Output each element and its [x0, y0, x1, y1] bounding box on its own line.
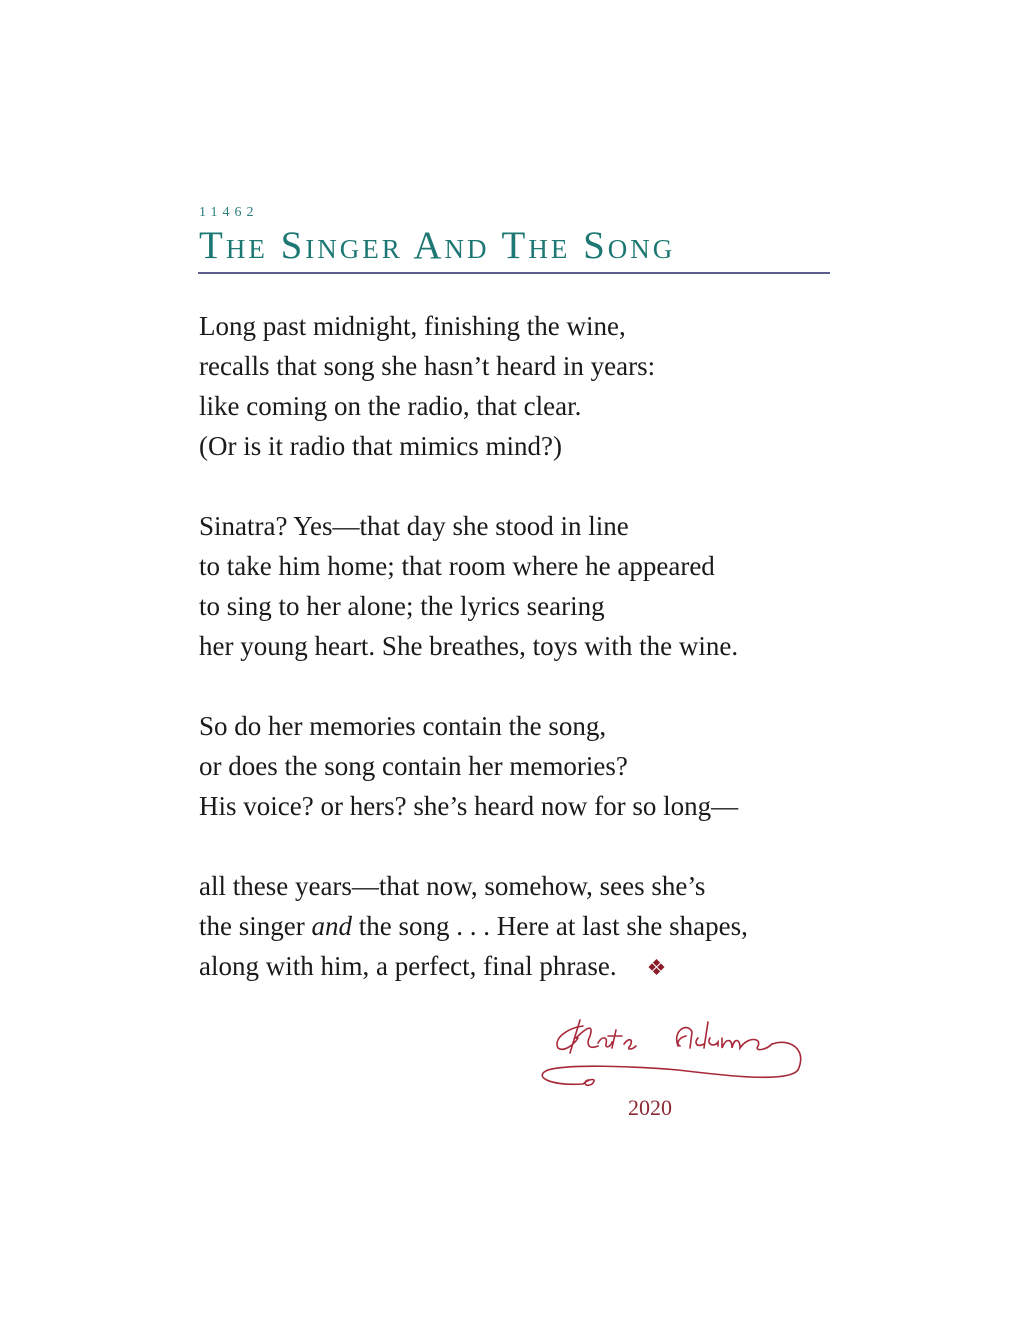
signature-year: 2020: [628, 1095, 672, 1120]
poem-line: or does the song contain her memories?: [199, 751, 628, 781]
stanza-1: [199, 306, 748, 466]
signature-kate-adams: [528, 1008, 828, 1098]
poem-body: [199, 306, 748, 1028]
stanza-4: [199, 866, 748, 988]
poem-line: to sing to her alone; the lyrics searing: [199, 591, 605, 621]
poem-line: So do her memories contain the song,: [199, 711, 607, 741]
poem-line: recalls that song she hasn’t heard in years:: [199, 351, 656, 381]
emphasis-and: and: [311, 911, 352, 941]
title-rule: [198, 272, 830, 274]
poem-line: (Or is it radio that mimics mind?): [199, 431, 562, 461]
line-text: along with him, a perfect, final phrase.: [199, 951, 617, 981]
poem-line: Sinatra? Yes—that day she stood in line: [199, 511, 629, 541]
poem-line: [199, 946, 748, 988]
stanza-2: [199, 506, 748, 666]
poem-line: to take him home; that room where he appeared: [199, 551, 715, 581]
line-text: the song . . . Here at last she shapes,: [351, 911, 748, 941]
stanza-3: [199, 706, 748, 826]
poem-line: her young heart. She breathes, toys with the wine.: [199, 631, 739, 661]
poem-line: all these years—that now, somehow, sees she’s: [199, 871, 706, 901]
line-text: the singer: [199, 911, 312, 941]
poem-number: 11462: [199, 205, 259, 220]
diamond-ornament-icon: ❖: [646, 955, 667, 980]
poem-line: His voice? or hers? she’s heard now for so long—: [199, 791, 739, 821]
poem-title: The Singer And The Song: [199, 224, 676, 267]
poem-line: [199, 906, 748, 946]
poem-line: like coming on the radio, that clear.: [199, 391, 582, 421]
poem-line: Long past midnight, finishing the wine,: [199, 311, 626, 341]
